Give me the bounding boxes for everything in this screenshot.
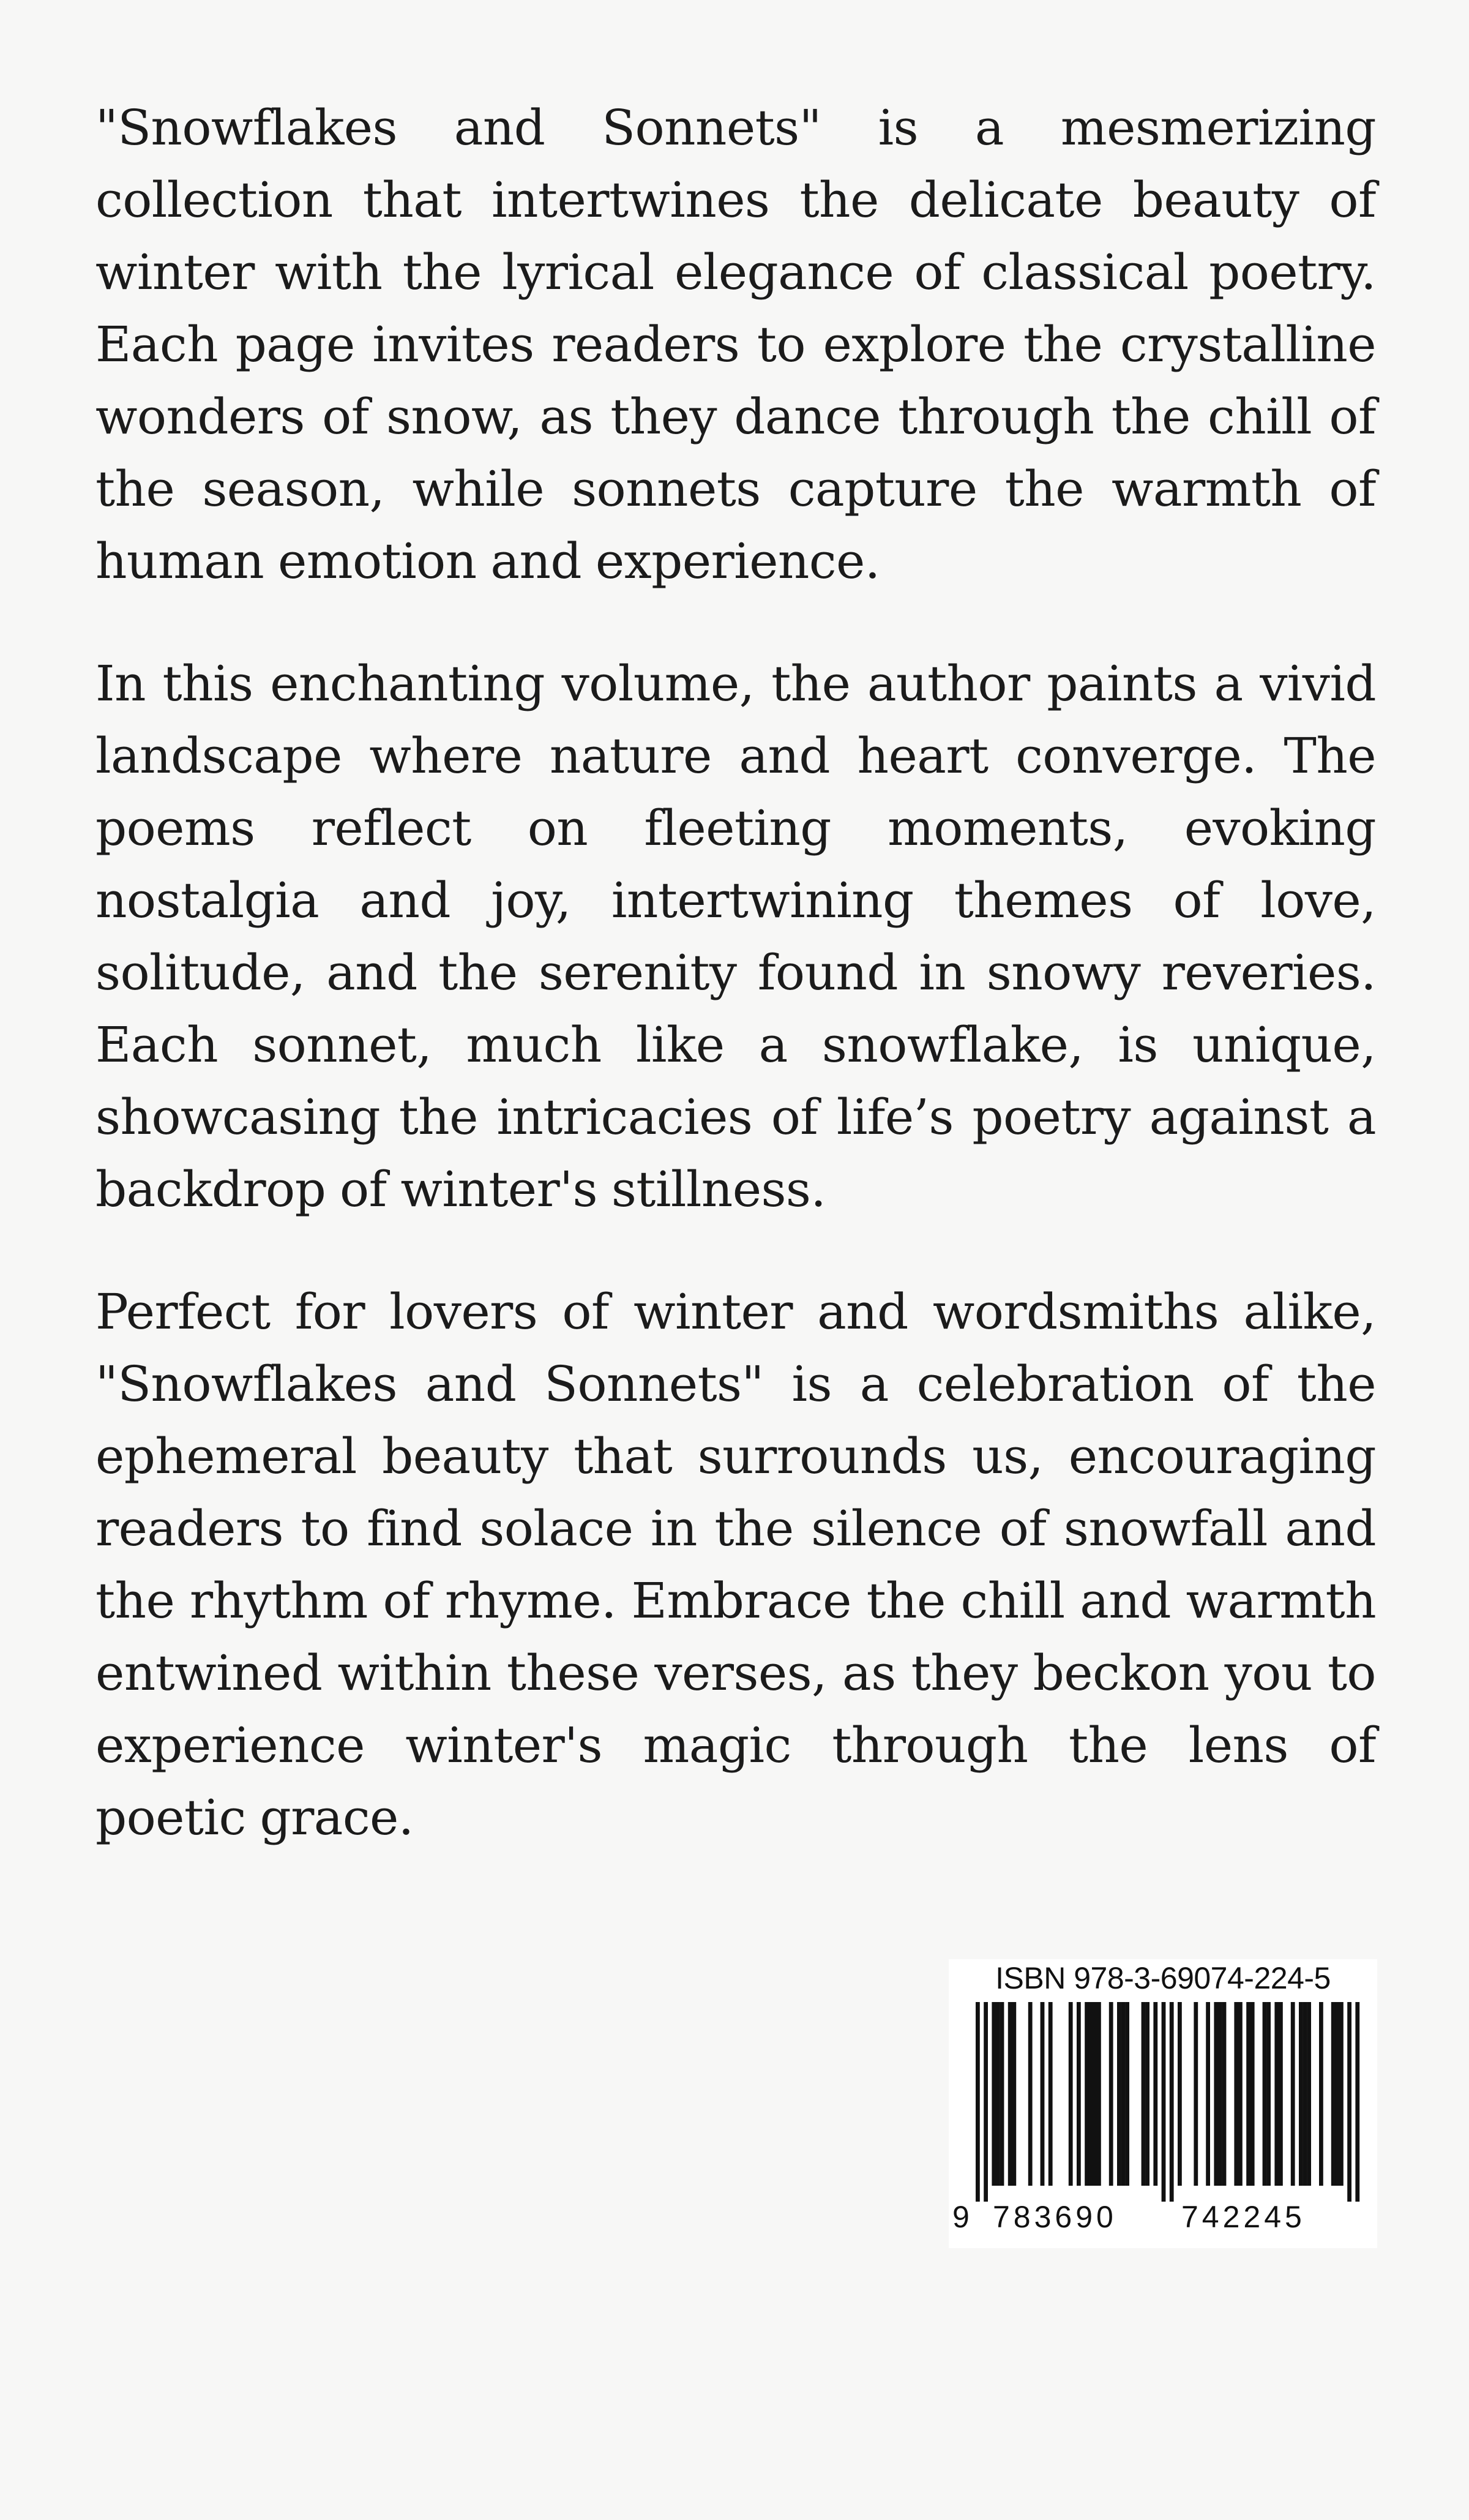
barcode-bar	[1279, 2002, 1283, 2186]
barcode-bar	[1238, 2002, 1243, 2186]
barcode-bar	[976, 2002, 980, 2202]
barcode-bar	[1069, 2002, 1073, 2186]
barcode-bar	[1339, 2002, 1344, 2186]
barcode-bars	[951, 2002, 1375, 2204]
barcode-digit-first: 9	[952, 2198, 971, 2236]
barcode-bar	[1153, 2002, 1157, 2186]
barcode-bar	[992, 2002, 996, 2186]
barcode-bar	[1028, 2002, 1033, 2186]
barcode-bar	[1266, 2002, 1271, 2186]
barcode-bar	[1303, 2002, 1307, 2186]
barcode-bar	[1331, 2002, 1336, 2186]
barcode-bar	[1206, 2002, 1210, 2186]
barcode-bar	[1089, 2002, 1093, 2186]
barcode-bar	[1121, 2002, 1126, 2186]
barcode-bar	[1093, 2002, 1097, 2186]
barcode-digits-left: 783690	[993, 2198, 1117, 2236]
barcode-bar	[1178, 2002, 1182, 2186]
barcode-bar	[984, 2002, 988, 2202]
barcode-bar	[1077, 2002, 1081, 2186]
barcode-bar	[1347, 2002, 1351, 2202]
barcode-bar	[1250, 2002, 1255, 2186]
barcode-bar	[1000, 2002, 1004, 2186]
barcode-bar	[1048, 2002, 1053, 2186]
barcode-bar	[1008, 2002, 1012, 2186]
barcode-bar	[1097, 2002, 1101, 2186]
isbn-barcode-block	[949, 1959, 1377, 2248]
barcode-bar	[1274, 2002, 1279, 2186]
barcode-bar	[1125, 2002, 1129, 2186]
barcode-digits-right: 742245	[1181, 2198, 1306, 2236]
blurb-paragraph-1: "Snowflakes and Sonnets" is a mesmerizing collection that intertwines the delicate beauty of winter with the lyrical elegance of classical poetry. Each page invites readers to explore the crystalline wonders of snow, as they dance through the chill of the season, while sonnets capture the warmth of human emotion and experience.	[95, 99, 1376, 590]
barcode-bar	[1299, 2002, 1303, 2186]
barcode-bar	[1085, 2002, 1089, 2186]
barcode-bar	[1307, 2002, 1311, 2186]
barcode-bar	[1291, 2002, 1295, 2186]
barcode-bar	[1142, 2002, 1146, 2186]
barcode-bar	[1170, 2002, 1174, 2202]
barcode-bar	[1355, 2002, 1359, 2202]
isbn-label: ISBN 978-3-69074-224-5	[995, 1961, 1331, 1995]
barcode-bar	[1222, 2002, 1227, 2186]
barcode-bar	[1319, 2002, 1323, 2186]
blurb-paragraph-2: In this enchanting volume, the author paints a vivid landscape where nature and heart converge. The poems reflect on fleeting moments, evoking nostalgia and joy, intertwining themes of love, solitude, and the serenity found in snowy reveries. Each sonnet, much like a snowflake, is unique, showcasing the intricacies of life’s poetry against a backdrop of winter's stillness.	[95, 655, 1376, 1218]
barcode-bar	[1041, 2002, 1045, 2186]
barcode-bar	[1145, 2002, 1149, 2186]
barcode-bar	[1194, 2002, 1198, 2186]
barcode-bar	[996, 2002, 1000, 2186]
barcode-bar	[1214, 2002, 1218, 2186]
book-blurb	[95, 92, 1376, 1904]
barcode-bar	[1012, 2002, 1016, 2186]
barcode-bar	[1246, 2002, 1250, 2186]
barcode-bar	[1109, 2002, 1113, 2186]
barcode-bar	[1335, 2002, 1339, 2186]
barcode-bar	[1234, 2002, 1238, 2186]
barcode-bar	[1218, 2002, 1222, 2186]
barcode-bar	[1162, 2002, 1166, 2202]
blurb-paragraph-3: Perfect for lovers of winter and wordsmiths alike, "Snowflakes and Sonnets" is a celebration of the ephemeral beauty that surrounds us, encouraging readers to find solace in the silence of snowfall and the rhythm of rhyme. Embrace the chill and warmth entwined within these verses, as they beckon you to experience winter's magic through the lens of poetic grace.	[95, 1283, 1376, 1846]
barcode-bar	[1263, 2002, 1267, 2186]
barcode-bar	[1117, 2002, 1121, 2186]
